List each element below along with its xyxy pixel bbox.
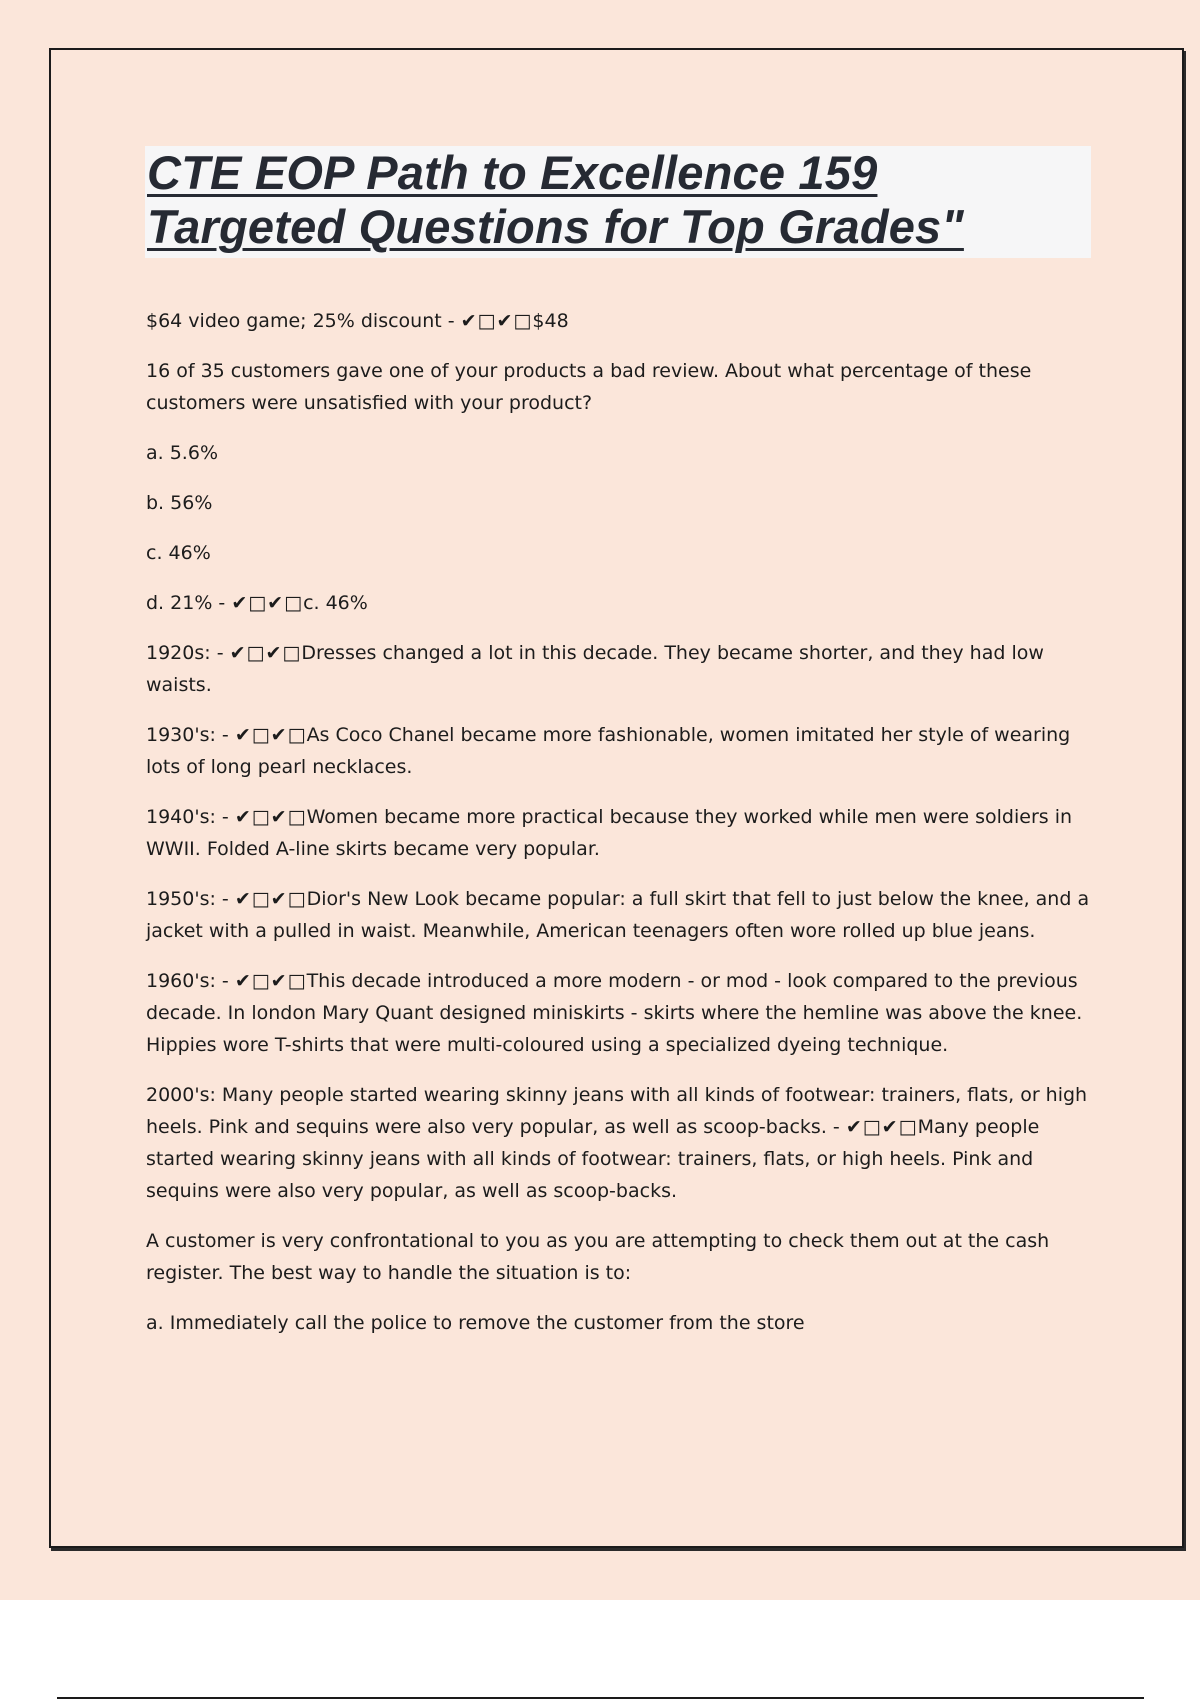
answer-option: c. 46%: [146, 542, 211, 564]
check-mark-icon: ✔□✔□: [234, 724, 307, 746]
qa-item: 1960's: - ✔□✔□This decade introduced a more modern - or mod - look compared to the previous decade. In london Mary Quant designed miniskirts - skirts where the hemline was above the knee. Hippies wore T-shirts that were multi-coloured using a specialized dyeing technique.: [146, 970, 1083, 1056]
qa-item: 1920s: - ✔□✔□Dresses changed a lot in this decade. They became shorter, and they had low waists.: [146, 642, 1044, 696]
check-mark-icon: ✔□✔□: [234, 888, 307, 910]
qa-item: d. 21% - ✔□✔□c. 46%: [146, 592, 368, 614]
qa-item: 1950's: - ✔□✔□Dior's New Look became popular: a full skirt that fell to just below the knee, and a jacket with a pulled in waist. Meanwhile, American teenagers often wore rolled up blue jeans.: [146, 888, 1090, 942]
answer-option: b. 56%: [146, 492, 213, 514]
qa-item: 1930's: - ✔□✔□As Coco Chanel became more fashionable, women imitated her style of wearing lots of long pearl necklaces.: [146, 724, 1071, 778]
check-mark-icon: ✔□✔□: [234, 970, 307, 992]
question-text: 16 of 35 customers gave one of your products a bad review. About what percentage of these customers were unsatisfied with your product?: [146, 360, 1032, 414]
document-title: [145, 146, 1091, 258]
footer-divider: [57, 1697, 1144, 1699]
document-body: [146, 305, 1091, 1357]
title-line-1: CTE EOP Path to Excellence 159: [147, 146, 878, 199]
title-line-2: Targeted Questions for Top Grades": [147, 200, 964, 253]
qa-item: 2000's: Many people started wearing skinny jeans with all kinds of footwear: trainers, flats, or high heels. Pink and sequins were also very popular, as well as scoop-backs. - ✔□✔□Many people started wearing skinny jeans with all kinds of footwear: trainers, flats, or high heels. Pink and sequins were also very popular, as well as scoop-backs.: [146, 1084, 1088, 1202]
answer-option: a. Immediately call the police to remove the customer from the store: [146, 1312, 805, 1334]
check-mark-icon: ✔□✔□: [231, 592, 304, 614]
qa-item: $64 video game; 25% discount - ✔□✔□$48: [146, 310, 569, 332]
check-mark-icon: ✔□✔□: [234, 806, 307, 828]
check-mark-icon: ✔□✔□: [845, 1116, 918, 1138]
answer-option: a. 5.6%: [146, 442, 218, 464]
qa-item: 1940's: - ✔□✔□Women became more practical because they worked while men were soldiers in WWII. Folded A-line skirts became very popular.: [146, 806, 1073, 860]
check-mark-icon: ✔□✔□: [460, 310, 533, 332]
question-text: A customer is very confrontational to you as you are attempting to check them out at the cash register. The best way to handle the situation is to:: [146, 1230, 1050, 1284]
check-mark-icon: ✔□✔□: [229, 642, 302, 664]
